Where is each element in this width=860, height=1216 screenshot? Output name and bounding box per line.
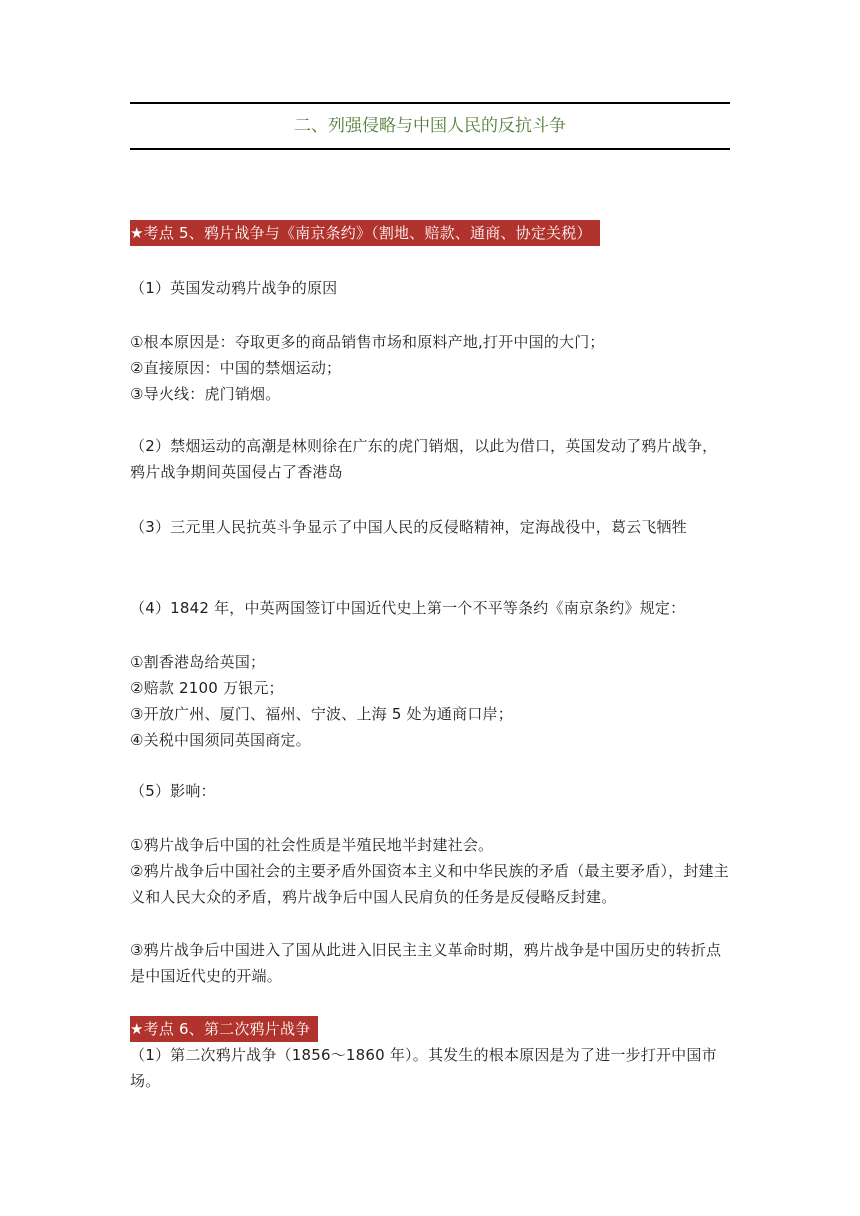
list-item: ①鸦片战争后中国的社会性质是半殖民地半封建社会。 [130,836,494,854]
section-6-q1 [130,1042,730,1094]
section-6-q1-paragraph: （1）第二次鸦片战争（1856～1860 年）。其发生的根本原因是为了进一步打开中国市场。 [130,1046,717,1090]
section-5-q5-item3 [130,937,730,989]
section-5-q4 [130,595,730,621]
list-item: ①割香港岛给英国； [130,653,266,671]
section-5-heading-row [130,220,730,246]
q4-paragraph: （4）1842 年，中英两国签订中国近代史上第一个不平等条约《南京条约》规定： [130,599,686,617]
section-6-heading-row [130,1016,730,1042]
section-5-q1 [130,275,730,301]
chapter-title: 二、列强侵略与中国人民的反抗斗争 [294,116,566,136]
section-5-q4-list [130,649,730,753]
list-item: ③鸦片战争后中国进入了国从此进入旧民主主义革命时期，鸦片战争是中国历史的转折点是中国近代史的开端。 [130,941,722,985]
q2-paragraph: （2）禁烟运动的高潮是林则徐在广东的虎门销烟，以此为借口，英国发动了鸦片战争，鸦片战争期间英国侵占了香港岛 [130,437,718,481]
section-5-q3 [130,514,730,540]
list-item: ④关税中国须同英国商定。 [130,731,311,749]
section-5-q2 [130,433,730,485]
section-6-heading: ★考点 6、第二次鸦片战争 [130,1016,318,1042]
list-item: ②赔款 2100 万银元； [130,679,284,697]
section-5-heading: ★考点 5、鸦片战争与《南京条约》（割地、赔款、通商、协定关税） [130,220,600,246]
list-item: ①根本原因是：夺取更多的商品销售市场和原料产地,打开中国的大门； [130,333,605,351]
section-5-q5 [130,778,730,804]
q3-paragraph: （3）三元里人民抗英斗争显示了中国人民的反侵略精神，定海战役中，葛云飞牺牲 [130,518,687,536]
q1-heading: （1）英国发动鸦片战争的原因 [130,279,338,297]
q5-heading: （5）影响： [130,782,216,800]
list-item: ③导火线：虎门销烟。 [130,385,281,403]
section-5-q5-list [130,832,730,910]
section-5-q1-list [130,329,730,407]
list-item: ②鸦片战争后中国社会的主要矛盾外国资本主义和中华民族的矛盾（最主要矛盾），封建主义和人民大众的矛盾，鸦片战争后中国人民肩负的任务是反侵略反封建。 [130,862,729,906]
list-item: ③开放广州、厦门、福州、宁波、上海 5 处为通商口岸； [130,705,513,723]
list-item: ②直接原因：中国的禁烟运动； [130,359,342,377]
chapter-title-box [130,102,730,150]
